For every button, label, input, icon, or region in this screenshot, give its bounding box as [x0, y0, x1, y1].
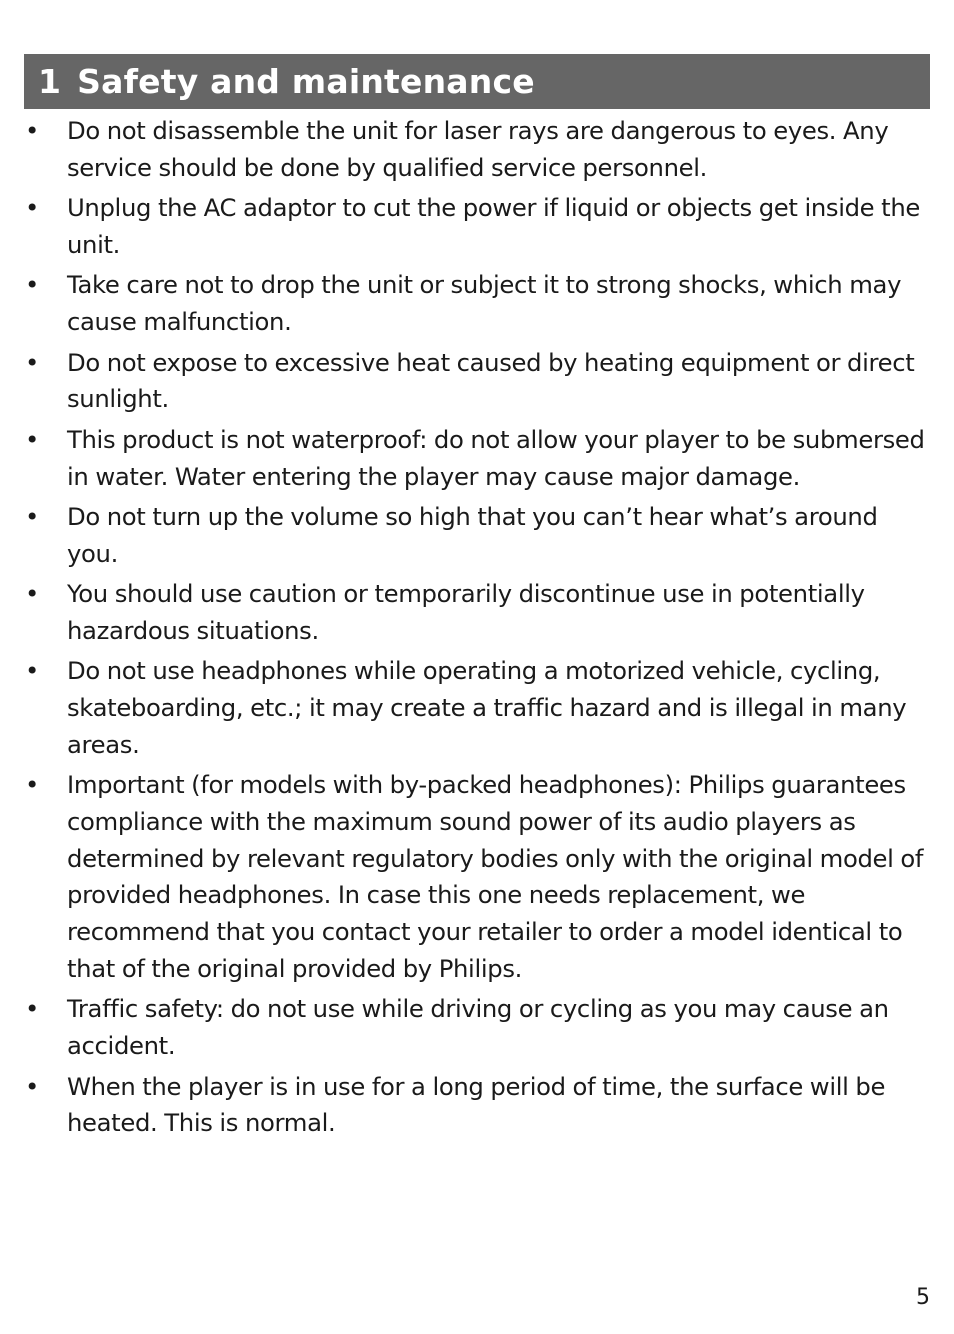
- section-header: [24, 54, 930, 109]
- list-item-text: Traffic safety: do not use while driving or cycling as you may cause an accident.: [67, 994, 889, 1061]
- section-number: 1: [38, 62, 62, 101]
- page-number: 5: [916, 1285, 930, 1310]
- list-item-text: Do not turn up the volume so high that you can’t hear what’s around you.: [67, 502, 878, 568]
- bullet-icon: •: [25, 1071, 39, 1101]
- bullet-icon: •: [25, 116, 39, 145]
- list-item: [0, 767, 954, 987]
- list-item: [0, 113, 954, 186]
- bullet-icon: •: [25, 502, 39, 532]
- list-item: [0, 267, 954, 340]
- section-title: Safety and maintenance: [77, 62, 535, 101]
- bullet-icon: •: [25, 656, 39, 686]
- list-item: [0, 991, 954, 1064]
- bullet-icon: •: [25, 193, 39, 223]
- list-item: [0, 653, 954, 763]
- list-item: [0, 576, 954, 649]
- bullet-icon: •: [25, 270, 39, 300]
- list-item-text: Do not use headphones while operating a motorized vehicle, cycling, skateboarding, etc.; it may create a traffic hazard and is illegal in many areas.: [67, 656, 907, 759]
- list-item: [0, 499, 954, 572]
- list-item-text: You should use caution or temporarily discontinue use in potentially hazardous situations.: [67, 579, 865, 645]
- list-item: [0, 1069, 954, 1142]
- list-item-text: Take care not to drop the unit or subject it to strong shocks, which may cause malfunction.: [67, 270, 902, 337]
- bullet-icon: •: [25, 770, 39, 800]
- list-item-text: When the player is in use for a long period of time, the surface will be heated. This is normal.: [67, 1071, 886, 1138]
- list-item: [0, 345, 954, 418]
- list-item-text: This product is not waterproof: do not allow your player to be submersed in water. Water entering the player may cause major damage.: [67, 424, 925, 491]
- bullet-icon: •: [25, 424, 39, 454]
- bullet-icon: •: [25, 347, 39, 377]
- list-item: [0, 190, 954, 263]
- safety-bullet-list: [0, 113, 954, 1146]
- list-item-text: Important (for models with by-packed headphones): Philips guarantees compliance with the maximum sound power of its audio players as determined by relevant regulatory bodies only with the original model of provided headphones. In case this one needs replacement, we recommend that you contact your retailer to order a model identical to that of the original provided by Philips.: [67, 770, 924, 983]
- list-item-text: Do not disassemble the unit for laser rays are dangerous to eyes. Any service should be done by qualified service personnel.: [67, 116, 889, 182]
- bullet-icon: •: [25, 994, 39, 1024]
- list-item: [0, 422, 954, 495]
- list-item-text: Do not expose to excessive heat caused by heating equipment or direct sunlight.: [67, 347, 915, 414]
- list-item-text: Unplug the AC adaptor to cut the power if liquid or objects get inside the unit.: [67, 193, 920, 259]
- bullet-icon: •: [25, 579, 39, 609]
